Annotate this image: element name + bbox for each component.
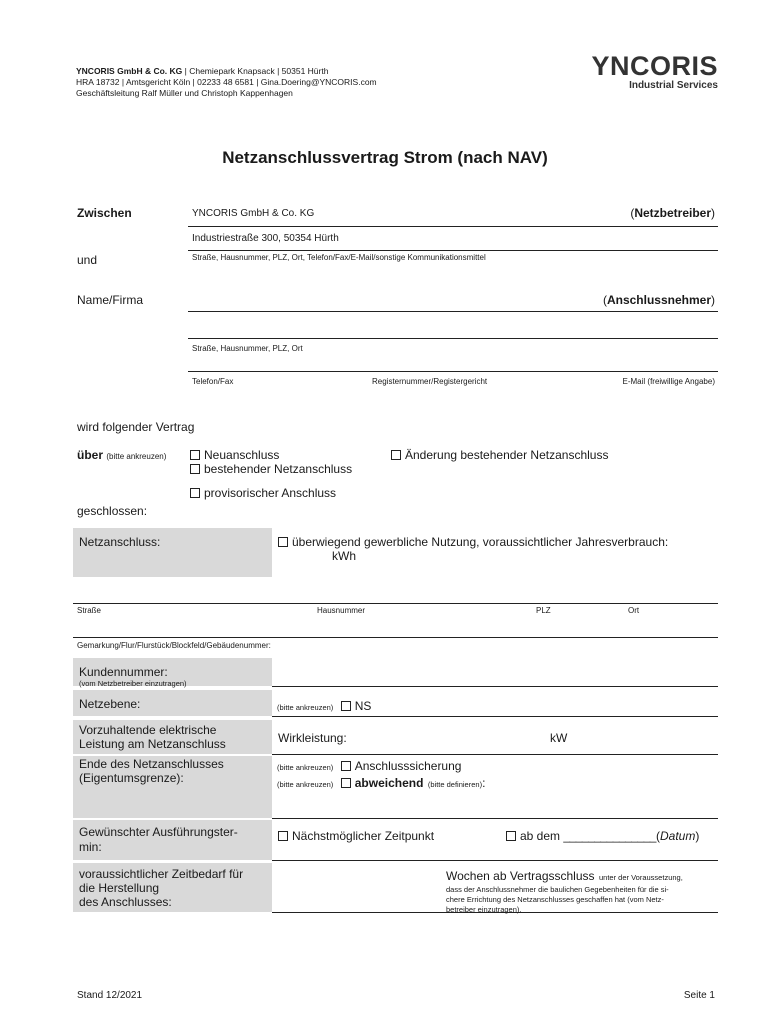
end-other-hint: (bitte ankreuzen) bbox=[277, 780, 334, 789]
footer-page: Seite 1 bbox=[683, 990, 715, 1001]
unit-kwh: kWh bbox=[332, 549, 356, 563]
opt-existing-connection[interactable] bbox=[190, 462, 352, 476]
customer-role: (Anschlussnehmer) bbox=[602, 293, 715, 307]
grid-level-hint: (bitte ankreuzen) bbox=[277, 703, 334, 712]
exec-asap-label: Nächstmöglicher Zeitpunkt bbox=[292, 829, 435, 843]
email-caption: E-Mail (freiwillige Angabe) bbox=[622, 377, 715, 386]
active-power-label: Wirkleistung: bbox=[278, 731, 347, 745]
registry-line: HRA 18732 | Amtsgericht Köln | 02233 48 6581 | Gina.Doering@YNCORIS.com bbox=[76, 77, 377, 87]
connection-label: Netzanschluss: bbox=[79, 535, 161, 549]
end-label-line1: Ende des Netzanschlusses bbox=[79, 757, 224, 771]
unit-kw: kW bbox=[550, 731, 568, 745]
customer-address-caption: Straße, Hausnummer, PLZ, Ort bbox=[192, 344, 303, 353]
time-label-line3: des Anschlusses: bbox=[79, 895, 172, 909]
time-label-line2: die Herstellung bbox=[79, 881, 160, 895]
grid-level-line bbox=[272, 716, 718, 717]
grid-level-opt-label: NS bbox=[354, 699, 372, 713]
power-label bbox=[79, 723, 226, 751]
opt-exec-asap[interactable] bbox=[278, 829, 434, 843]
weeks-text: Wochen ab Vertragsschluss bbox=[446, 869, 595, 883]
exec-label-line2: min: bbox=[79, 840, 102, 854]
and-label: und bbox=[77, 253, 98, 267]
weeks-cond-3: chere Errichtung des Netzanschlusses geschaffen hat (vom Netz- bbox=[446, 895, 664, 904]
end-label-line2: (Eigentumsgrenze): bbox=[79, 771, 184, 785]
exec-date-line bbox=[272, 860, 718, 861]
contract-about bbox=[77, 448, 166, 462]
opt-end-fuse[interactable] bbox=[277, 757, 461, 775]
checkbox-icon[interactable] bbox=[341, 701, 351, 711]
opt-end-other[interactable]: (bitte ankreuzen) abweichend (bitte definieren): bbox=[277, 776, 486, 790]
checkbox-icon[interactable] bbox=[341, 761, 351, 771]
cadastral-line[interactable] bbox=[73, 637, 718, 638]
exec-date-label bbox=[79, 825, 238, 855]
exec-date-blank[interactable]: _______________ bbox=[563, 829, 656, 843]
operator-name-line bbox=[188, 226, 718, 227]
between-label: Zwischen bbox=[77, 206, 132, 220]
street-caption: Straße bbox=[77, 606, 102, 615]
opt-new-label: Neuanschluss bbox=[204, 448, 280, 462]
connection-address-line[interactable] bbox=[73, 603, 718, 604]
weeks-cond-2: dass der Anschlussnehmer die baulichen Gegebenheiten für die si- bbox=[446, 885, 669, 894]
end-connection-line[interactable] bbox=[272, 818, 718, 819]
exec-label-line1: Gewünschter Ausführungster- bbox=[79, 825, 238, 839]
customer-contact-line[interactable] bbox=[188, 371, 718, 372]
concluded-label: geschlossen: bbox=[77, 504, 148, 518]
operator-role: (Netzbetreiber) bbox=[630, 206, 715, 220]
company-header bbox=[76, 66, 377, 99]
management-line: Geschäftsleitung Ralf Müller und Christoph Kappenhagen bbox=[76, 88, 293, 98]
opt-exec-from[interactable]: ab dem _______________(Datum) bbox=[506, 829, 699, 843]
opt-change-connection[interactable] bbox=[391, 448, 608, 462]
opt-commercial-usage[interactable] bbox=[278, 535, 668, 549]
customer-no-hint: (vom Netzbetreiber einzutragen) bbox=[79, 679, 187, 688]
weeks-cond-1: unter der Voraussetzung, bbox=[598, 873, 683, 882]
exec-date-hint: Datum bbox=[659, 829, 696, 843]
checkbox-icon[interactable] bbox=[278, 831, 288, 841]
weeks-text-block bbox=[446, 867, 718, 915]
house-number-caption: Hausnummer bbox=[317, 606, 366, 615]
opt-grid-level-ns[interactable] bbox=[277, 697, 371, 715]
checkbox-icon[interactable] bbox=[278, 537, 288, 547]
checkbox-icon[interactable] bbox=[391, 450, 401, 460]
customer-no-label: Kundennummer: bbox=[79, 665, 168, 679]
operator-name: YNCORIS GmbH & Co. KG bbox=[192, 208, 315, 219]
checkbox-icon[interactable] bbox=[341, 778, 351, 788]
usage-text: überwiegend gewerbliche Nutzung, voraussichtlicher Jahresverbrauch: bbox=[292, 535, 669, 549]
about-bold: über bbox=[77, 448, 104, 462]
phone-caption: Telefon/Fax bbox=[192, 377, 234, 386]
company-name: YNCORIS GmbH & Co. KG bbox=[76, 66, 183, 76]
operator-role-text: Netzbetreiber bbox=[634, 206, 711, 220]
checkbox-icon[interactable] bbox=[190, 464, 200, 474]
logo-subtitle: Industrial Services bbox=[629, 80, 718, 91]
end-other-define-hint: (bitte definieren) bbox=[427, 780, 483, 789]
customer-name-line[interactable] bbox=[188, 311, 718, 312]
operator-address-caption: Straße, Hausnummer, PLZ, Ort, Telefon/Fax/E-Mail/sonstige Kommunikationsmittel bbox=[192, 253, 486, 262]
time-needed-label bbox=[79, 867, 243, 909]
power-label-line2: Leistung am Netzanschluss bbox=[79, 737, 226, 751]
footer-status: Stand 12/2021 bbox=[77, 990, 143, 1001]
opt-new-connection[interactable] bbox=[190, 448, 279, 462]
opt-provisional-label: provisorischer Anschluss bbox=[204, 486, 337, 500]
register-caption: Registernummer/Registergericht bbox=[372, 377, 488, 386]
operator-address: Industriestraße 300, 50354 Hürth bbox=[192, 233, 339, 244]
name-label: Name/Firma bbox=[77, 293, 144, 307]
end-connection-label bbox=[79, 757, 224, 785]
company-address: | Chemiepark Knapsack | 50351 Hürth bbox=[184, 66, 329, 76]
logo-wordmark: YNCORIS bbox=[591, 51, 718, 81]
customer-role-text: Anschlussnehmer bbox=[606, 293, 711, 307]
end-fuse-label: Anschlusssicherung bbox=[354, 759, 462, 773]
customer-address-line[interactable] bbox=[188, 338, 718, 339]
power-line[interactable] bbox=[272, 754, 718, 755]
grid-level-label: Netzebene: bbox=[79, 697, 141, 711]
document-title: Netzanschlussvertrag Strom (nach NAV) bbox=[222, 148, 548, 167]
city-caption: Ort bbox=[628, 606, 640, 615]
opt-existing-label: bestehender Netzanschluss bbox=[204, 462, 353, 476]
zip-caption: PLZ bbox=[536, 606, 551, 615]
about-hint: (bitte ankreuzen) bbox=[106, 452, 167, 461]
checkbox-icon[interactable] bbox=[190, 488, 200, 498]
end-fuse-hint: (bitte ankreuzen) bbox=[277, 763, 334, 772]
customer-no-line[interactable] bbox=[272, 686, 718, 687]
weeks-cond-4: betreiber einzutragen). bbox=[446, 905, 522, 914]
company-logo bbox=[560, 52, 718, 91]
end-other-label: abweichend bbox=[354, 776, 424, 790]
power-label-line1: Vorzuhaltende elektrische bbox=[79, 723, 217, 737]
exec-from-label: ab dem bbox=[520, 829, 561, 843]
opt-provisional-connection[interactable] bbox=[190, 486, 336, 500]
contract-intro: wird folgender Vertrag bbox=[77, 420, 195, 434]
checkbox-icon[interactable] bbox=[506, 831, 516, 841]
cadastral-caption: Gemarkung/Flur/Flurstück/Blockfeld/Gebäudenummer: bbox=[77, 641, 271, 650]
opt-change-label: Änderung bestehender Netzanschluss bbox=[405, 448, 609, 462]
checkbox-icon[interactable] bbox=[190, 450, 200, 460]
operator-address-line bbox=[188, 250, 718, 251]
time-label-line1: voraussichtlicher Zeitbedarf für bbox=[79, 867, 244, 881]
time-needed-line[interactable] bbox=[272, 912, 718, 913]
